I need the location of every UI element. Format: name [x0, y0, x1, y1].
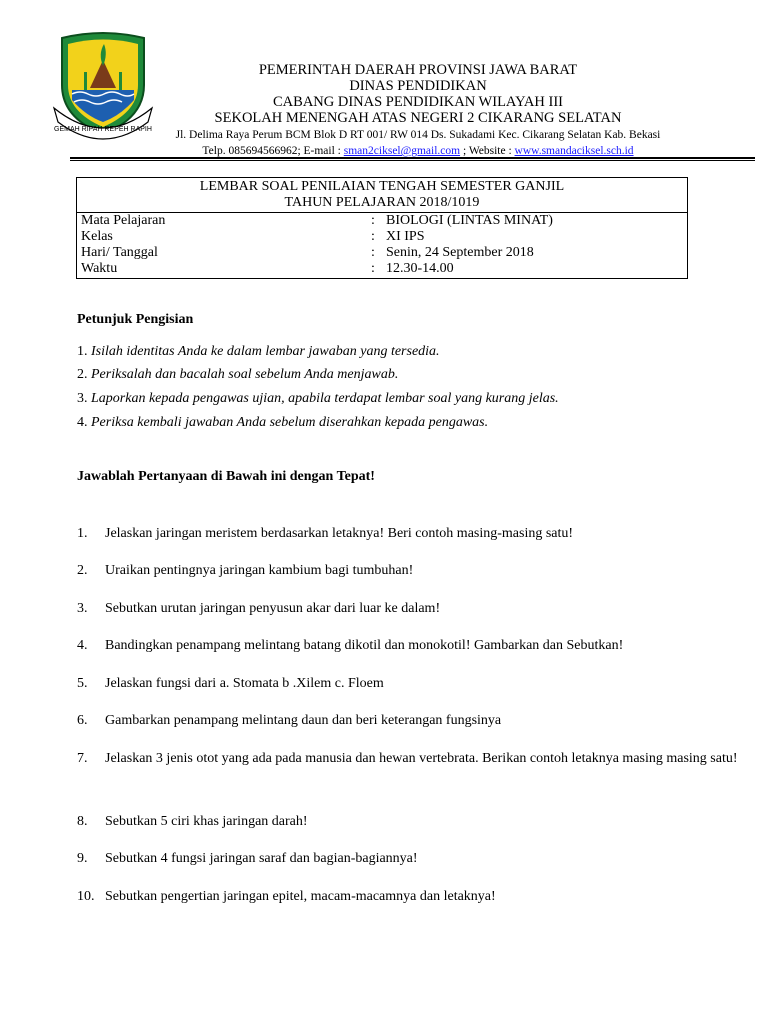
info-value: XI IPS [386, 229, 425, 244]
instruction-text: Periksalah dan bacalah soal sebelum Anda menjawab. [91, 367, 399, 382]
website-link[interactable]: www.smandaciksel.sch.id [514, 145, 634, 157]
header-contact [34, 145, 768, 157]
question-text: Jelaskan fungsi dari a. Stomata b .Xilem c. Floem [105, 676, 384, 691]
exam-title-line1: LEMBAR SOAL PENILAIAN TENGAH SEMESTER GANJIL [199, 179, 565, 194]
info-label: Kelas [81, 229, 113, 244]
info-separator: : [371, 229, 375, 244]
questions-heading: Jawablah Pertanyaan di Bawah ini dengan Tepat! [77, 469, 375, 484]
instruction-item [77, 415, 488, 431]
question-text: Sebutkan 5 ciri khas jaringan darah! [105, 814, 308, 829]
exam-title [77, 179, 687, 211]
question-text: Sebutkan urutan jaringan penyusun akar dari luar ke dalam! [105, 601, 441, 616]
question-number: 1. [77, 526, 88, 541]
header-branch: CABANG DINAS PENDIDIKAN WILAYAH III [273, 94, 563, 110]
exam-box-divider [77, 212, 687, 213]
question-text: Sebutkan 4 fungsi jaringan saraf dan bagian-bagiannya! [105, 851, 418, 866]
contact-phone: Telp. 085694566962; E-mail : [202, 145, 344, 157]
question-text: Jelaskan jaringan meristem berdasarkan letaknya! Beri contoh masing-masing satu! [105, 526, 574, 541]
instructions-heading: Petunjuk Pengisian [77, 312, 194, 327]
header-rule-thick [70, 157, 755, 159]
header-address: Jl. Delima Raya Perum BCM Blok D RT 001/ RW 014 Ds. Sukadami Kec. Cikarang Selatan Kab. Bekasi [175, 129, 661, 141]
instruction-number: 2. [77, 367, 91, 382]
instruction-text: Periksa kembali jawaban Anda sebelum diserahkan kepada pengawas. [91, 415, 489, 430]
header-department: DINAS PENDIDIKAN [349, 78, 487, 94]
question-number: 2. [77, 563, 88, 578]
instruction-item [77, 391, 559, 407]
instruction-item [77, 367, 398, 383]
header-rule-thin [70, 160, 755, 161]
question-number: 7. [77, 751, 88, 766]
header-school-name: SEKOLAH MENENGAH ATAS NEGERI 2 CIKARANG SELATAN [214, 110, 622, 126]
question-number: 6. [77, 713, 88, 728]
info-separator: : [371, 245, 375, 260]
info-label: Hari/ Tanggal [81, 245, 158, 260]
website-label: ; Website : [460, 145, 515, 157]
info-value: 12.30-14.00 [386, 261, 454, 276]
exam-title-line2: TAHUN PELAJARAN 2018/1019 [284, 195, 480, 210]
question-text: Uraikan pentingnya jaringan kambium bagi tumbuhan! [105, 563, 414, 578]
question-number: 3. [77, 601, 88, 616]
question-number: 9. [77, 851, 88, 866]
instruction-number: 1. [77, 344, 91, 359]
question-text: Jelaskan 3 jenis otot yang ada pada manusia dan hewan vertebrata. Berikan contoh letaknya masing masing satu! [105, 751, 738, 766]
instruction-text: Isilah identitas Anda ke dalam lembar jawaban yang tersedia. [91, 344, 440, 359]
question-text: Gambarkan penampang melintang daun dan beri keterangan fungsinya [105, 713, 502, 728]
instruction-number: 3. [77, 391, 91, 406]
email-link[interactable]: sman2ciksel@gmail.com [343, 145, 461, 157]
instruction-number: 4. [77, 415, 91, 430]
question-number: 8. [77, 814, 88, 829]
info-separator: : [371, 213, 375, 228]
info-value: BIOLOGI (LINTAS MINAT) [386, 213, 553, 228]
exam-info-box [76, 177, 688, 279]
question-text: Sebutkan pengertian jaringan epitel, macam-macamnya dan letaknya! [105, 889, 496, 904]
info-value: Senin, 24 September 2018 [386, 245, 534, 260]
instruction-item [77, 344, 440, 360]
info-separator: : [371, 261, 375, 276]
header-government: PEMERINTAH DAERAH PROVINSI JAWA BARAT [258, 62, 578, 78]
question-text: Bandingkan penampang melintang batang dikotil dan monokotil! Gambarkan dan Sebutkan! [105, 638, 624, 653]
question-number: 5. [77, 676, 88, 691]
question-number: 4. [77, 638, 88, 653]
info-label: Mata Pelajaran [81, 213, 166, 228]
instruction-text: Laporkan kepada pengawas ujian, apabila terdapat lembar soal yang kurang jelas. [91, 391, 559, 406]
info-label: Waktu [81, 261, 118, 276]
logo-motto: GEMAH RIPAH REPEH RAPIH [54, 126, 152, 133]
question-number: 10. [77, 889, 95, 904]
